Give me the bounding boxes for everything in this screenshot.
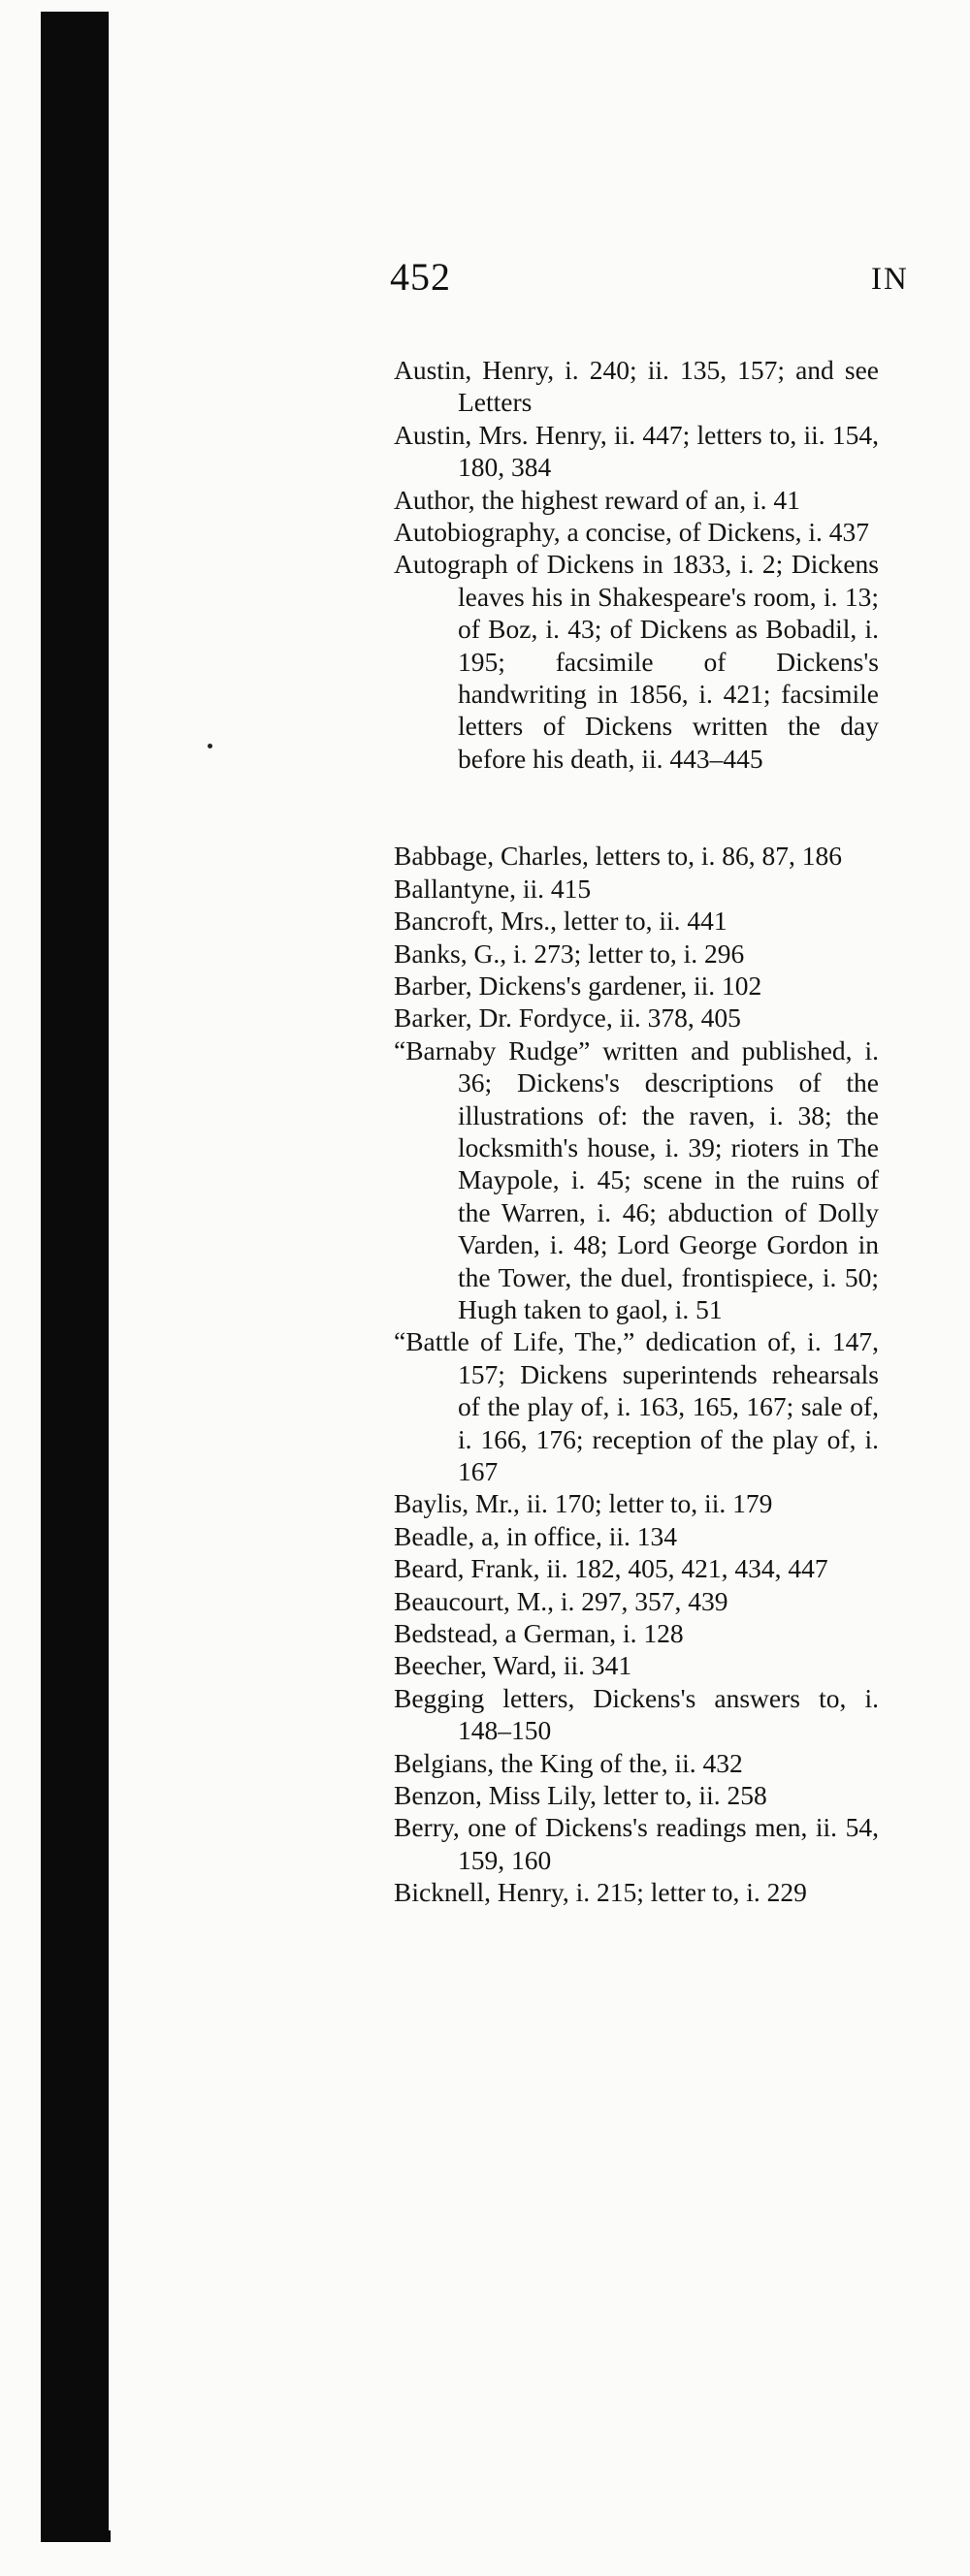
index-entry: Berry, one of Dickens's readings men, ii. 54, 159, 160 [394, 1812, 879, 1875]
running-head: IN [871, 262, 909, 297]
index-entry: Bedstead, a German, i. 128 [394, 1618, 684, 1649]
index-entry: Autograph of Dickens in 1833, i. 2; Dickens leaves his in Shakespeare's room, i. 13; of Boz, i. 43; of Dickens as Bobadil, i. 195; facsimile of Dickens's handwriting in 1856, i. 421; facsimile letters of Dickens written the day before his death, ii. 443–445 [394, 549, 879, 774]
index-entry: Bicknell, Henry, i. 215; letter to, i. 229 [394, 1877, 807, 1908]
index-entry: Baylis, Mr., ii. 170; letter to, ii. 179 [394, 1488, 773, 1519]
index-entry: Belgians, the King of the, ii. 432 [394, 1747, 743, 1778]
index-entry: Beaucourt, M., i. 297, 357, 439 [394, 1585, 728, 1616]
index-entry: Beadle, a, in office, ii. 134 [394, 1520, 677, 1551]
ink-speck [208, 744, 212, 748]
index-entry: Beard, Frank, ii. 182, 405, 421, 434, 447 [394, 1553, 828, 1584]
index-entry: Banks, G., i. 273; letter to, i. 296 [394, 938, 745, 969]
index-entry: Barker, Dr. Fordyce, ii. 378, 405 [394, 1002, 741, 1034]
section-gap [394, 775, 879, 840]
index-entry: Author, the highest reward of an, i. 41 [394, 484, 800, 515]
index-entry: “Battle of Life, The,” dedication of, i. 147, 157; Dickens superintends rehearsals of the play of, i. 163, 165, 167; sale of, i. 166, 176; reception of the play of, i. 167 [394, 1326, 879, 1486]
index-entry: Austin, Henry, i. 240; ii. 135, 157; and see Letters [394, 355, 879, 418]
index-entry: “Barnaby Rudge” written and published, i. 36; Dickens's descriptions of the illustrations of: the raven, i. 38; the locksmith's house, i. 39; rioters in The Maypole, i. 45; scene in the ruins of the Warren, i. 46; abduction of Dolly Varden, i. 48; Lord George Gordon in the Tower, the duel, frontispiece, i. 50; Hugh taken to gaol, i. 51 [394, 1034, 879, 1324]
binding-edge-foot [41, 2530, 111, 2542]
index-entry: Beecher, Ward, ii. 341 [394, 1650, 632, 1681]
index-column [394, 354, 879, 1909]
index-entry: Benzon, Miss Lily, letter to, ii. 258 [394, 1780, 767, 1811]
binding-edge-shadow [41, 12, 109, 2540]
index-entry: Autobiography, a concise, of Dickens, i. 437 [394, 517, 870, 548]
index-entry: Barber, Dickens's gardener, ii. 102 [394, 970, 762, 1001]
index-entry: Ballantyne, ii. 415 [394, 873, 592, 904]
index-entry: Bancroft, Mrs., letter to, ii. 441 [394, 906, 728, 937]
index-entry: Begging letters, Dickens's answers to, i. 148–150 [394, 1682, 879, 1746]
index-entry: Babbage, Charles, letters to, i. 86, 87, 186 [394, 841, 843, 872]
page-number: 452 [390, 255, 451, 299]
index-entry: Austin, Mrs. Henry, ii. 447; letters to, ii. 154, 180, 384 [394, 419, 879, 483]
